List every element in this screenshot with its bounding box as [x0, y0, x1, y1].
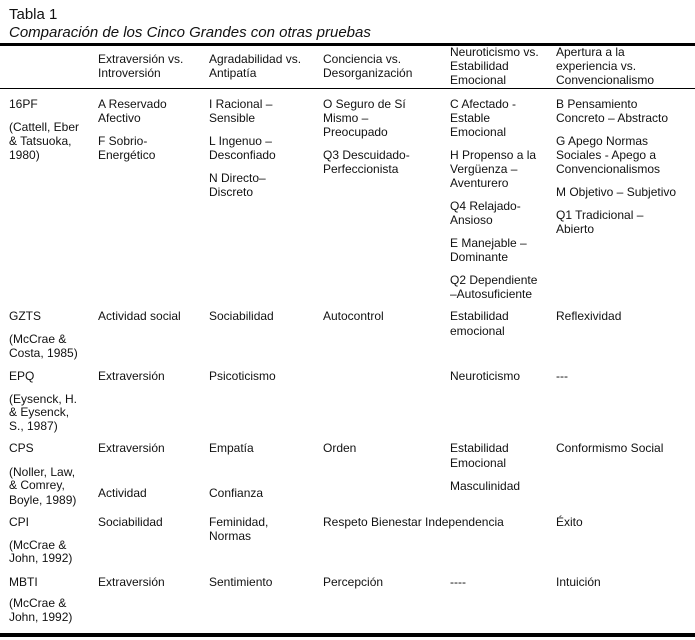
table-cell: F Sobrio-	[98, 134, 148, 148]
column-header: Introversión	[98, 66, 161, 80]
table-cell: B Pensamiento	[556, 97, 638, 111]
table-cell: Ansioso	[450, 213, 493, 227]
table-cell: Discreto	[209, 185, 254, 199]
table-cell: Estabilidad	[450, 309, 509, 323]
table-cell: Perfeccionista	[323, 162, 399, 176]
test-name-cell: (McCrae &	[9, 332, 67, 346]
table-cell: Q1 Tradicional –	[556, 208, 644, 222]
table-cell: M Objetivo – Subjetivo	[556, 185, 677, 199]
test-name-cell: John, 1992)	[9, 610, 73, 624]
column-header: Neuroticismo vs.	[450, 45, 539, 59]
test-name-cell: & Eysenck,	[9, 405, 70, 419]
table-cell: ----	[450, 575, 466, 589]
header-rule	[0, 88, 695, 89]
table-cell: Reflexividad	[556, 309, 622, 323]
test-name-cell: GZTS	[9, 309, 41, 323]
bottom-rule	[0, 633, 695, 637]
table-cell: Q3 Descuidado-	[323, 148, 410, 162]
table-cell: Empatía	[209, 441, 254, 455]
test-name-cell: (McCrae &	[9, 538, 67, 552]
table-cell: Mismo –	[323, 111, 369, 125]
table-cell: Psicoticismo	[209, 369, 276, 383]
column-header: Emocional	[450, 73, 507, 87]
table-cell: Emocional	[450, 125, 507, 139]
table-cell: Feminidad,	[209, 515, 269, 529]
column-header: Estabilidad	[450, 59, 509, 73]
test-name-cell: 1980)	[9, 148, 40, 162]
table-cell: E Manejable –	[450, 236, 527, 250]
table-cell: Sociabilidad	[209, 309, 274, 323]
test-name-cell: CPS	[9, 441, 34, 455]
table-cell: Sociales - Apego a	[556, 148, 657, 162]
test-name-cell: Boyle, 1989)	[9, 493, 77, 507]
test-name-cell: MBTI	[9, 575, 38, 589]
table-cell: –Autosuficiente	[450, 287, 533, 301]
column-header: Convencionalismo	[556, 73, 655, 87]
table-cell: Afectivo	[98, 111, 141, 125]
table-cell: Energético	[98, 148, 156, 162]
table-cell: Q4 Relajado-	[450, 199, 521, 213]
test-name-cell: (Eysenck, H.	[9, 392, 78, 406]
table-cell: Autocontrol	[323, 309, 384, 323]
table-cell: Normas	[209, 529, 252, 543]
column-header: Extraversión vs.	[98, 52, 184, 66]
table-number: Tabla 1	[9, 6, 58, 23]
table-cell: Confianza	[209, 486, 264, 500]
test-name-cell: 16PF	[9, 97, 38, 111]
test-name-cell: CPI	[9, 515, 30, 529]
test-name-cell: & Comrey,	[9, 478, 65, 492]
table-cell: N Directo–	[209, 171, 266, 185]
table-cell: Preocupado	[323, 125, 388, 139]
table-cell: Convencionalismos	[556, 162, 661, 176]
table-cell: A Reservado	[98, 97, 167, 111]
table-cell: Desconfiado	[209, 148, 276, 162]
table-cell: ---	[556, 369, 568, 383]
table-cell: Dominante	[450, 250, 509, 264]
table-cell: L Ingenuo –	[209, 134, 272, 148]
table-cell: Éxito	[556, 515, 583, 529]
table-cell: Orden	[323, 441, 357, 455]
table-cell: Actividad social	[98, 309, 181, 323]
table-cell: Neuroticismo	[450, 369, 521, 383]
table-cell: Conformismo Social	[556, 441, 664, 455]
column-header: Desorganización	[323, 66, 413, 80]
table-cell: emocional	[450, 324, 505, 338]
table-cell: Estabilidad	[450, 441, 509, 455]
table-cell: Extraversión	[98, 575, 165, 589]
table-cell: Abierto	[556, 222, 595, 236]
test-name-cell: S., 1987)	[9, 419, 58, 433]
table-cell: Aventurero	[450, 176, 509, 190]
table-cell: Sentimiento	[209, 575, 273, 589]
column-header: Apertura a la	[556, 45, 625, 59]
test-name-cell: EPQ	[9, 369, 35, 383]
test-name-cell: Costa, 1985)	[9, 346, 78, 360]
table-cell: Vergüenza –	[450, 162, 518, 176]
table-cell: Sociabilidad	[98, 515, 163, 529]
table-caption: Comparación de los Cinco Grandes con otras pruebas	[9, 24, 371, 41]
table-cell: Actividad	[98, 486, 147, 500]
table-cell: Q2 Dependiente	[450, 273, 538, 287]
table-cell: O Seguro de Sí	[323, 97, 406, 111]
test-name-cell: (Cattell, Eber	[9, 120, 80, 134]
table-cell: Emocional	[450, 456, 507, 470]
table-cell: Extraversión	[98, 441, 165, 455]
column-header: Antipatía	[209, 66, 257, 80]
table-cell: C Afectado -	[450, 97, 517, 111]
test-name-cell: (McCrae &	[9, 596, 67, 610]
table-cell: Percepción	[323, 575, 384, 589]
table-cell: Concreto – Abstracto	[556, 111, 669, 125]
table-cell: Respeto Bienestar Independencia	[323, 515, 504, 529]
column-header: Conciencia vs.	[323, 52, 402, 66]
column-header: experiencia vs.	[556, 59, 637, 73]
test-name-cell: John, 1992)	[9, 551, 73, 565]
table-cell: G Apego Normas	[556, 134, 649, 148]
column-header: Agradabilidad vs.	[209, 52, 302, 66]
table-cell: Sensible	[209, 111, 256, 125]
table-cell: H Propenso a la	[450, 148, 537, 162]
test-name-cell: & Tatsuoka,	[9, 134, 72, 148]
test-name-cell: (Noller, Law,	[9, 465, 76, 479]
table-cell: I Racional –	[209, 97, 273, 111]
table-cell: Estable	[450, 111, 491, 125]
table-cell: Masculinidad	[450, 479, 521, 493]
table-cell: Intuición	[556, 575, 601, 589]
table-cell: Extraversión	[98, 369, 165, 383]
